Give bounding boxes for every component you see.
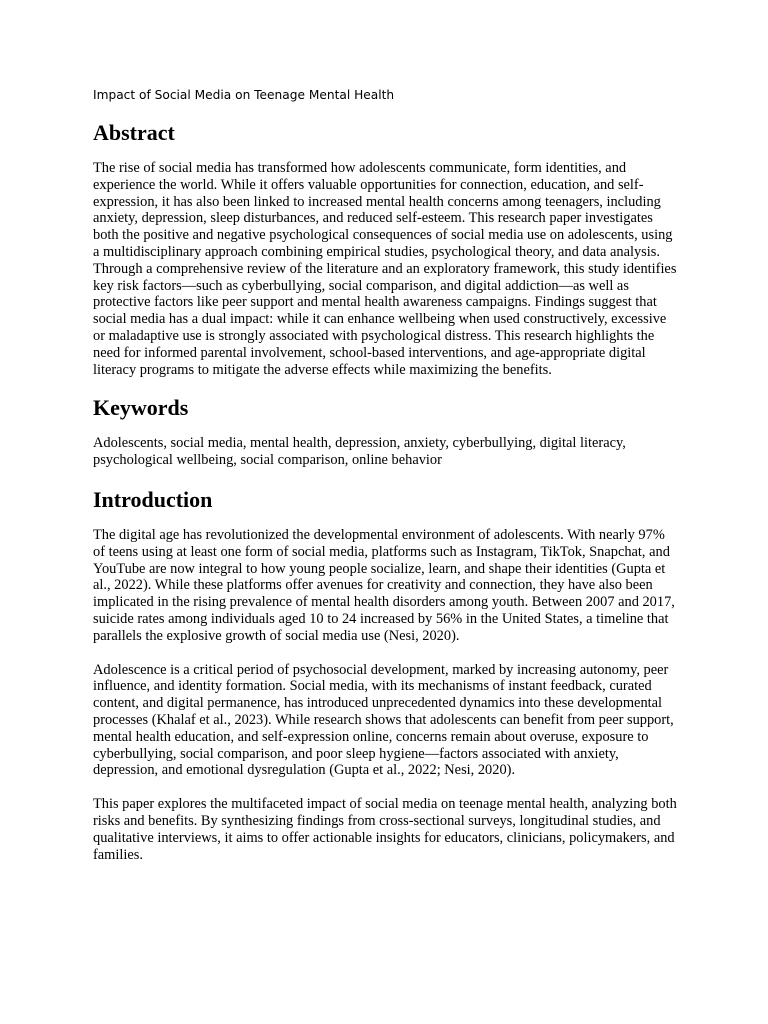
introduction-paragraph-3: This paper explores the multifaceted impact of social media on teenage mental health, analyzing both risks and benefits. By synthesizing findings from cross-sectional surveys, longitudinal studies, and qualitative interviews, it aims to offer actionable insights for educators, clinicians, policymakers, and families. — [93, 796, 677, 863]
running-title: Impact of Social Media on Teenage Mental Health — [93, 88, 395, 102]
introduction-paragraph-2: Adolescence is a critical period of psychosocial development, marked by increasing autonomy, peer influence, and identity formation. Social media, with its mechanisms of instant feedback, curated content, and digital permanence, has introduced unprecedented dynamics into these developmental processes (Khalaf et al., 2023). While research shows that adolescents can benefit from peer support, mental health education, and self-expression online, concerns remain about overuse, exposure to cyberbullying, social comparison, and poor sleep hygiene—factors associated with anxiety, depression, and emotional dysregulation (Gupta et al., 2022; Nesi, 2020). — [93, 661, 674, 779]
keywords-paragraph: Adolescents, social media, mental health, depression, anxiety, cyberbullying, digital literacy, psychological wellbeing, social comparison, online behavior — [93, 435, 626, 469]
heading-keywords: Keywords — [93, 395, 189, 421]
heading-introduction: Introduction — [93, 486, 213, 512]
abstract-paragraph: The rise of social media has transformed how adolescents communicate, form identities, and experience the world. While it offers valuable opportunities for connection, education, and self-expression, it has also been linked to increased mental health concerns among teenagers, including anxiety, depression, sleep disturbances, and reduced self-esteem. This research paper investigates both the positive and negative psychological consequences of social media use on adolescents, using a multidisciplinary approach combining empirical studies, psychological theory, and data analysis. Through a comprehensive review of the literature and an exploratory framework, this study identifies key risk factors—such as cyberbullying, social comparison, and digital addiction—as well as protective factors like peer support and mental health awareness campaigns. Findings suggest that social media has a dual impact: while it can enhance wellbeing when used constructively, excessive or maladaptive use is strongly associated with psychological distress. This research highlights the need for informed parental involvement, school-based interventions, and age-appropriate digital literacy programs to mitigate the adverse effects while maximizing the benefits. — [93, 160, 677, 378]
introduction-paragraph-1: The digital age has revolutionized the developmental environment of adolescents. With nearly 97% of teens using at least one form of social media, platforms such as Instagram, TikTok, Snapchat, and YouTube are now integral to how young people socialize, learn, and shape their identities (Gupta et al., 2022). While these platforms offer avenues for creativity and connection, they have also been implicated in the rising prevalence of mental health disorders among youth. Between 2007 and 2017, suicide rates among individuals aged 10 to 24 increased by 56% in the United States, a timeline that parallels the explosive growth of social media use (Nesi, 2020). — [93, 526, 675, 644]
document-page — [93, 86, 677, 880]
heading-abstract: Abstract — [93, 120, 175, 145]
